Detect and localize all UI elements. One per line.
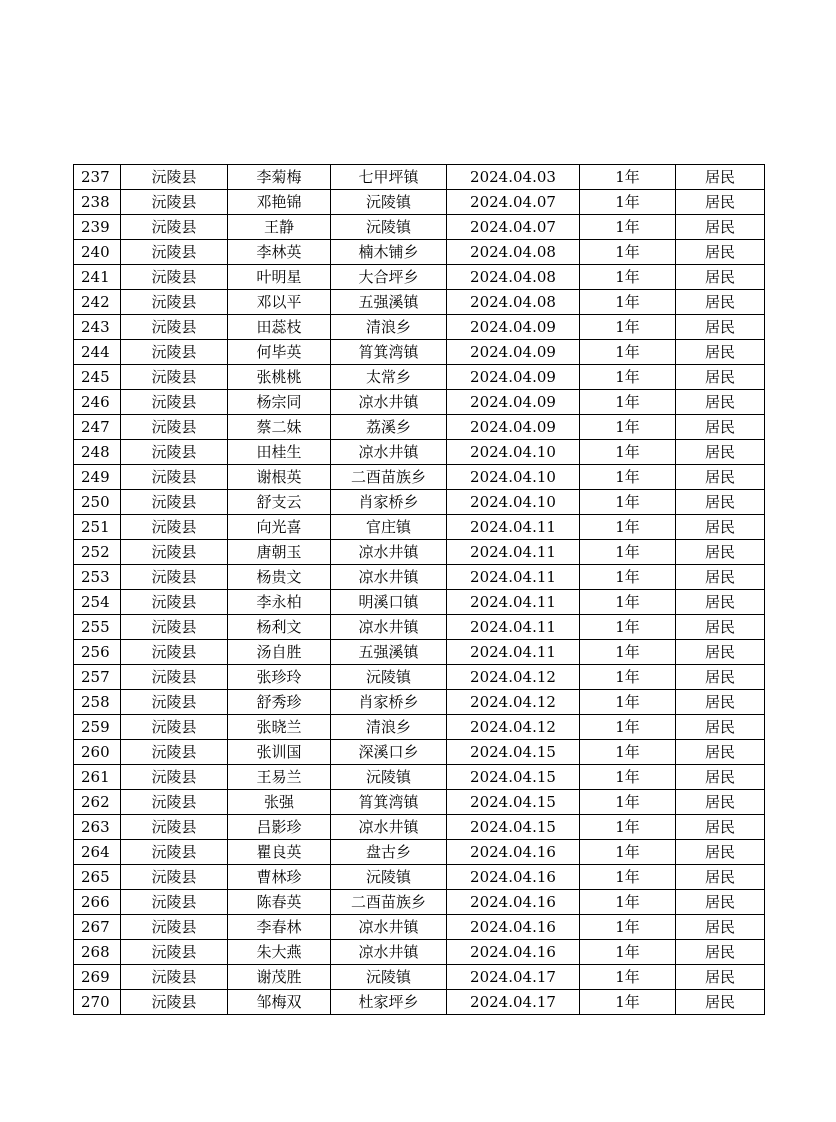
row-number-cell: 256 [74,640,121,665]
duration-cell: 1年 [580,290,676,315]
date-cell: 2024.04.07 [447,215,580,240]
row-number-cell: 240 [74,240,121,265]
county-cell: 沅陵县 [121,565,228,590]
row-number-cell: 239 [74,215,121,240]
township-cell: 沅陵镇 [331,215,447,240]
name-cell: 王静 [228,215,331,240]
duration-cell: 1年 [580,715,676,740]
township-cell: 凉水井镇 [331,815,447,840]
county-cell: 沅陵县 [121,765,228,790]
township-cell: 凉水井镇 [331,940,447,965]
name-cell: 张珍玲 [228,665,331,690]
duration-cell: 1年 [580,515,676,540]
township-cell: 七甲坪镇 [331,165,447,190]
township-cell: 楠木铺乡 [331,240,447,265]
date-cell: 2024.04.08 [447,265,580,290]
row-number-cell: 241 [74,265,121,290]
county-cell: 沅陵县 [121,790,228,815]
date-cell: 2024.04.11 [447,515,580,540]
row-number-cell: 265 [74,865,121,890]
duration-cell: 1年 [580,690,676,715]
date-cell: 2024.04.10 [447,490,580,515]
category-cell: 居民 [676,440,765,465]
table-row [74,590,765,615]
duration-cell: 1年 [580,990,676,1015]
duration-cell: 1年 [580,590,676,615]
category-cell: 居民 [676,265,765,290]
name-cell: 李林英 [228,240,331,265]
duration-cell: 1年 [580,865,676,890]
category-cell: 居民 [676,215,765,240]
duration-cell: 1年 [580,415,676,440]
table-row [74,790,765,815]
category-cell: 居民 [676,365,765,390]
county-cell: 沅陵县 [121,390,228,415]
category-cell: 居民 [676,465,765,490]
category-cell: 居民 [676,865,765,890]
table-row [74,690,765,715]
county-cell: 沅陵县 [121,315,228,340]
county-cell: 沅陵县 [121,740,228,765]
county-cell: 沅陵县 [121,990,228,1015]
name-cell: 张桃桃 [228,365,331,390]
row-number-cell: 257 [74,665,121,690]
duration-cell: 1年 [580,915,676,940]
duration-cell: 1年 [580,440,676,465]
date-cell: 2024.04.09 [447,340,580,365]
date-cell: 2024.04.16 [447,915,580,940]
records-table [73,164,765,1015]
table-row [74,840,765,865]
date-cell: 2024.04.11 [447,590,580,615]
category-cell: 居民 [676,290,765,315]
table-row [74,715,765,740]
table-row [74,240,765,265]
name-cell: 吕影珍 [228,815,331,840]
name-cell: 谢根英 [228,465,331,490]
name-cell: 李菊梅 [228,165,331,190]
county-cell: 沅陵县 [121,590,228,615]
category-cell: 居民 [676,165,765,190]
duration-cell: 1年 [580,490,676,515]
date-cell: 2024.04.17 [447,990,580,1015]
row-number-cell: 246 [74,390,121,415]
table-row [74,415,765,440]
date-cell: 2024.04.17 [447,965,580,990]
county-cell: 沅陵县 [121,415,228,440]
row-number-cell: 261 [74,765,121,790]
date-cell: 2024.04.16 [447,940,580,965]
county-cell: 沅陵县 [121,165,228,190]
row-number-cell: 244 [74,340,121,365]
township-cell: 沅陵镇 [331,865,447,890]
row-number-cell: 258 [74,690,121,715]
county-cell: 沅陵县 [121,340,228,365]
table-row [74,665,765,690]
name-cell: 李永柏 [228,590,331,615]
table-row [74,540,765,565]
duration-cell: 1年 [580,765,676,790]
date-cell: 2024.04.03 [447,165,580,190]
name-cell: 杨贵文 [228,565,331,590]
township-cell: 盘古乡 [331,840,447,865]
category-cell: 居民 [676,740,765,765]
name-cell: 杨宗同 [228,390,331,415]
date-cell: 2024.04.15 [447,765,580,790]
table-row [74,740,765,765]
duration-cell: 1年 [580,815,676,840]
table-row [74,890,765,915]
township-cell: 二酉苗族乡 [331,465,447,490]
county-cell: 沅陵县 [121,290,228,315]
name-cell: 杨利文 [228,615,331,640]
category-cell: 居民 [676,240,765,265]
county-cell: 沅陵县 [121,890,228,915]
date-cell: 2024.04.11 [447,540,580,565]
date-cell: 2024.04.08 [447,240,580,265]
category-cell: 居民 [676,965,765,990]
date-cell: 2024.04.15 [447,740,580,765]
duration-cell: 1年 [580,840,676,865]
township-cell: 二酉苗族乡 [331,890,447,915]
category-cell: 居民 [676,690,765,715]
name-cell: 李春林 [228,915,331,940]
date-cell: 2024.04.12 [447,715,580,740]
duration-cell: 1年 [580,565,676,590]
row-number-cell: 250 [74,490,121,515]
county-cell: 沅陵县 [121,965,228,990]
township-cell: 太常乡 [331,365,447,390]
category-cell: 居民 [676,765,765,790]
name-cell: 张强 [228,790,331,815]
table-row [74,565,765,590]
name-cell: 邓艳锦 [228,190,331,215]
table-row [74,440,765,465]
table-row [74,165,765,190]
duration-cell: 1年 [580,190,676,215]
name-cell: 田桂生 [228,440,331,465]
township-cell: 沅陵镇 [331,665,447,690]
row-number-cell: 251 [74,515,121,540]
county-cell: 沅陵县 [121,840,228,865]
name-cell: 叶明星 [228,265,331,290]
name-cell: 舒秀珍 [228,690,331,715]
table-row [74,940,765,965]
date-cell: 2024.04.11 [447,640,580,665]
table-row [74,490,765,515]
row-number-cell: 267 [74,915,121,940]
category-cell: 居民 [676,190,765,215]
duration-cell: 1年 [580,165,676,190]
county-cell: 沅陵县 [121,715,228,740]
township-cell: 肖家桥乡 [331,690,447,715]
category-cell: 居民 [676,890,765,915]
county-cell: 沅陵县 [121,815,228,840]
county-cell: 沅陵县 [121,515,228,540]
name-cell: 张晓兰 [228,715,331,740]
township-cell: 杜家坪乡 [331,990,447,1015]
row-number-cell: 237 [74,165,121,190]
name-cell: 唐朝玉 [228,540,331,565]
name-cell: 邓以平 [228,290,331,315]
category-cell: 居民 [676,315,765,340]
township-cell: 凉水井镇 [331,915,447,940]
date-cell: 2024.04.16 [447,840,580,865]
duration-cell: 1年 [580,965,676,990]
county-cell: 沅陵县 [121,690,228,715]
township-cell: 荔溪乡 [331,415,447,440]
table-row [74,290,765,315]
category-cell: 居民 [676,565,765,590]
township-cell: 筲箕湾镇 [331,340,447,365]
table-row [74,815,765,840]
date-cell: 2024.04.10 [447,440,580,465]
county-cell: 沅陵县 [121,940,228,965]
row-number-cell: 263 [74,815,121,840]
table-row [74,765,765,790]
county-cell: 沅陵县 [121,865,228,890]
county-cell: 沅陵县 [121,540,228,565]
date-cell: 2024.04.15 [447,790,580,815]
name-cell: 汤自胜 [228,640,331,665]
date-cell: 2024.04.16 [447,890,580,915]
category-cell: 居民 [676,665,765,690]
name-cell: 王易兰 [228,765,331,790]
county-cell: 沅陵县 [121,915,228,940]
township-cell: 凉水井镇 [331,540,447,565]
township-cell: 深溪口乡 [331,740,447,765]
county-cell: 沅陵县 [121,240,228,265]
category-cell: 居民 [676,840,765,865]
name-cell: 何毕英 [228,340,331,365]
date-cell: 2024.04.08 [447,290,580,315]
county-cell: 沅陵县 [121,190,228,215]
category-cell: 居民 [676,990,765,1015]
township-cell: 凉水井镇 [331,565,447,590]
date-cell: 2024.04.10 [447,465,580,490]
row-number-cell: 252 [74,540,121,565]
township-cell: 大合坪乡 [331,265,447,290]
duration-cell: 1年 [580,615,676,640]
township-cell: 清浪乡 [331,315,447,340]
category-cell: 居民 [676,540,765,565]
category-cell: 居民 [676,515,765,540]
category-cell: 居民 [676,590,765,615]
date-cell: 2024.04.12 [447,665,580,690]
table-row [74,865,765,890]
county-cell: 沅陵县 [121,215,228,240]
county-cell: 沅陵县 [121,265,228,290]
county-cell: 沅陵县 [121,365,228,390]
duration-cell: 1年 [580,265,676,290]
name-cell: 陈春英 [228,890,331,915]
duration-cell: 1年 [580,740,676,765]
row-number-cell: 262 [74,790,121,815]
township-cell: 五强溪镇 [331,290,447,315]
table-row [74,965,765,990]
county-cell: 沅陵县 [121,640,228,665]
category-cell: 居民 [676,940,765,965]
date-cell: 2024.04.12 [447,690,580,715]
row-number-cell: 270 [74,990,121,1015]
row-number-cell: 245 [74,365,121,390]
township-cell: 沅陵镇 [331,765,447,790]
row-number-cell: 255 [74,615,121,640]
row-number-cell: 259 [74,715,121,740]
duration-cell: 1年 [580,365,676,390]
table-row [74,465,765,490]
table-row [74,340,765,365]
township-cell: 筲箕湾镇 [331,790,447,815]
township-cell: 凉水井镇 [331,440,447,465]
row-number-cell: 242 [74,290,121,315]
row-number-cell: 254 [74,590,121,615]
name-cell: 张训国 [228,740,331,765]
table-row [74,615,765,640]
duration-cell: 1年 [580,340,676,365]
category-cell: 居民 [676,640,765,665]
duration-cell: 1年 [580,790,676,815]
duration-cell: 1年 [580,465,676,490]
county-cell: 沅陵县 [121,665,228,690]
date-cell: 2024.04.09 [447,365,580,390]
township-cell: 五强溪镇 [331,640,447,665]
table-body [74,165,765,1015]
duration-cell: 1年 [580,890,676,915]
township-cell: 凉水井镇 [331,390,447,415]
row-number-cell: 260 [74,740,121,765]
table-row [74,990,765,1015]
category-cell: 居民 [676,915,765,940]
county-cell: 沅陵县 [121,490,228,515]
date-cell: 2024.04.07 [447,190,580,215]
name-cell: 田蕊枝 [228,315,331,340]
township-cell: 沅陵镇 [331,190,447,215]
date-cell: 2024.04.09 [447,315,580,340]
category-cell: 居民 [676,490,765,515]
name-cell: 曹林珍 [228,865,331,890]
row-number-cell: 269 [74,965,121,990]
row-number-cell: 253 [74,565,121,590]
name-cell: 蔡二妹 [228,415,331,440]
category-cell: 居民 [676,815,765,840]
duration-cell: 1年 [580,240,676,265]
table-row [74,390,765,415]
duration-cell: 1年 [580,665,676,690]
category-cell: 居民 [676,715,765,740]
row-number-cell: 266 [74,890,121,915]
township-cell: 清浪乡 [331,715,447,740]
name-cell: 谢茂胜 [228,965,331,990]
date-cell: 2024.04.09 [447,415,580,440]
date-cell: 2024.04.15 [447,815,580,840]
date-cell: 2024.04.09 [447,390,580,415]
duration-cell: 1年 [580,640,676,665]
township-cell: 明溪口镇 [331,590,447,615]
name-cell: 瞿良英 [228,840,331,865]
township-cell: 肖家桥乡 [331,490,447,515]
township-cell: 沅陵镇 [331,965,447,990]
duration-cell: 1年 [580,540,676,565]
table-row [74,515,765,540]
county-cell: 沅陵县 [121,615,228,640]
row-number-cell: 264 [74,840,121,865]
table-row [74,315,765,340]
duration-cell: 1年 [580,315,676,340]
county-cell: 沅陵县 [121,465,228,490]
table-row [74,265,765,290]
name-cell: 向光喜 [228,515,331,540]
duration-cell: 1年 [580,215,676,240]
row-number-cell: 238 [74,190,121,215]
table-row [74,215,765,240]
name-cell: 邹梅双 [228,990,331,1015]
date-cell: 2024.04.11 [447,565,580,590]
table-row [74,365,765,390]
table-row [74,190,765,215]
category-cell: 居民 [676,615,765,640]
date-cell: 2024.04.11 [447,615,580,640]
category-cell: 居民 [676,790,765,815]
category-cell: 居民 [676,415,765,440]
category-cell: 居民 [676,340,765,365]
date-cell: 2024.04.16 [447,865,580,890]
row-number-cell: 249 [74,465,121,490]
category-cell: 居民 [676,390,765,415]
township-cell: 凉水井镇 [331,615,447,640]
row-number-cell: 248 [74,440,121,465]
name-cell: 舒支云 [228,490,331,515]
row-number-cell: 243 [74,315,121,340]
name-cell: 朱大燕 [228,940,331,965]
row-number-cell: 268 [74,940,121,965]
township-cell: 官庄镇 [331,515,447,540]
row-number-cell: 247 [74,415,121,440]
table-row [74,915,765,940]
table-row [74,640,765,665]
duration-cell: 1年 [580,390,676,415]
duration-cell: 1年 [580,940,676,965]
county-cell: 沅陵县 [121,440,228,465]
